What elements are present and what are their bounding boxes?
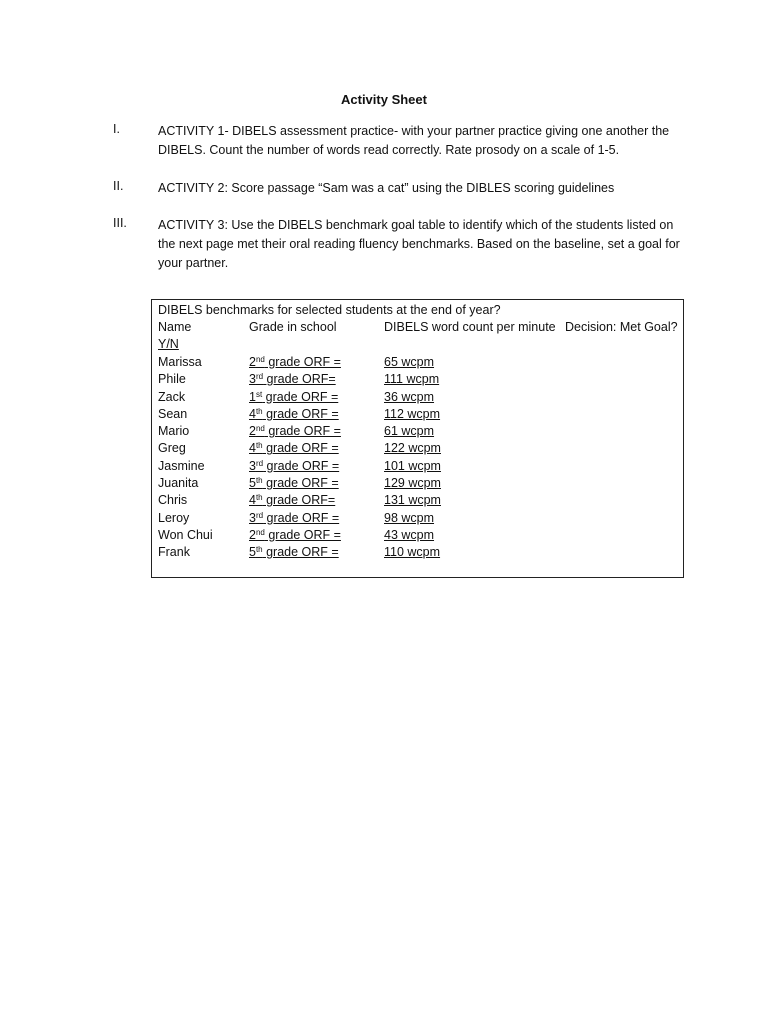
table-header-row — [158, 319, 680, 335]
grade-ordinal: rd — [255, 510, 264, 520]
activity-text: ACTIVITY 1- DIBELS assessment practice- with your partner practice giving one another the DIBELS. Count the number of words read correctly. Rate prosody on a scale of 1-5. — [158, 124, 670, 157]
wcpm-value: 112 wcpm — [384, 406, 441, 421]
activity-numeral: III. — [113, 216, 127, 230]
table-row — [158, 458, 678, 475]
wcpm-value: 122 wcpm — [384, 441, 441, 456]
grade-number: 2 — [249, 355, 256, 369]
wcpm-value: 98 wcpm — [384, 510, 435, 525]
grade-cell — [249, 492, 337, 509]
wcpm-value: 110 wcpm — [384, 545, 441, 560]
grade-cell — [249, 458, 340, 475]
activity-text: ACTIVITY 2: Score passage “Sam was a cat” using the DIBLES scoring guidelines — [158, 181, 615, 195]
header-decision: Decision: Met Goal? — [565, 320, 678, 334]
table-row — [158, 510, 678, 527]
grade-number: 2 — [249, 527, 256, 542]
student-name: Greg — [158, 441, 186, 456]
grade-cell — [249, 389, 337, 406]
grade-label: grade ORF= — [263, 372, 336, 387]
wcpm-value: 65 wcpm — [384, 355, 435, 369]
grade-label: grade ORF = — [262, 389, 339, 404]
grade-number: 5 — [249, 476, 256, 491]
grade-cell — [249, 423, 341, 440]
header-yn: Y/N — [158, 337, 179, 351]
grade-number: 4 — [249, 441, 256, 456]
grade-number: 3 — [249, 372, 256, 387]
grade-number: 3 — [249, 510, 256, 525]
grade-cell — [249, 371, 337, 388]
grade-label: grade ORF = — [263, 510, 340, 525]
grade-ordinal: th — [255, 406, 263, 416]
table-row — [158, 371, 678, 388]
wcpm-value: 131 wcpm — [384, 493, 441, 508]
grade-label: grade ORF = — [262, 476, 339, 491]
grade-label: grade ORF = — [263, 458, 340, 473]
table-row — [158, 406, 678, 423]
student-name: Zack — [158, 389, 186, 404]
grade-number: 1 — [249, 389, 256, 404]
student-name: Frank — [158, 545, 190, 560]
student-name: Juanita — [158, 476, 199, 491]
student-name: Leroy — [158, 510, 190, 525]
table-row — [158, 389, 678, 406]
activity-text: ACTIVITY 3: Use the DIBELS benchmark goal table to identify which of the students listed on the next page met their oral reading fluency benchmarks. Based on the baseline, set a goal for your partner. — [158, 218, 680, 270]
grade-cell — [249, 354, 341, 371]
grade-ordinal: nd — [255, 355, 265, 364]
grade-ordinal: nd — [255, 424, 265, 434]
student-name: Chris — [158, 493, 188, 508]
grade-label: grade ORF = — [262, 406, 339, 421]
grade-cell — [249, 510, 340, 527]
header-word-count: DIBELS word count per minute — [384, 320, 556, 334]
student-name: Sean — [158, 406, 188, 421]
page-title: Activity Sheet — [341, 92, 427, 107]
grade-ordinal: th — [255, 476, 263, 486]
student-name: Marissa — [158, 355, 202, 369]
grade-number: 4 — [249, 406, 256, 421]
wcpm-value: 61 wcpm — [384, 424, 435, 439]
wcpm-value: 43 wcpm — [384, 527, 435, 542]
table-row — [158, 492, 678, 509]
grade-label: grade ORF = — [262, 441, 339, 456]
student-name: Phile — [158, 372, 186, 387]
grade-ordinal: th — [255, 545, 263, 555]
table-row — [158, 423, 678, 440]
activity-numeral: II. — [113, 179, 124, 193]
student-name: Won Chui — [158, 527, 213, 542]
grade-label: grade ORF = — [264, 424, 341, 439]
grade-label: grade ORF = — [264, 355, 341, 369]
activity-numeral: I. — [113, 122, 120, 136]
grade-ordinal: st — [255, 389, 263, 399]
grade-label: grade ORF = — [262, 545, 339, 560]
grade-cell — [249, 475, 337, 492]
grade-cell — [249, 440, 337, 457]
grade-ordinal: rd — [255, 372, 264, 382]
table-row — [158, 475, 678, 492]
grade-ordinal: th — [255, 441, 263, 451]
grade-label: grade ORF= — [262, 493, 336, 508]
grade-number: 5 — [249, 545, 256, 560]
table-row — [158, 354, 678, 371]
table-caption: DIBELS benchmarks for selected students at the end of year? — [158, 303, 501, 317]
benchmark-table-box — [151, 299, 684, 578]
table-row — [158, 527, 678, 544]
wcpm-value: 129 wcpm — [384, 476, 441, 491]
grade-cell — [249, 406, 337, 423]
grade-ordinal: rd — [255, 458, 264, 468]
grade-number: 2 — [249, 424, 256, 439]
wcpm-value: 101 wcpm — [384, 458, 441, 473]
student-name: Jasmine — [158, 458, 205, 473]
grade-label: grade ORF = — [264, 527, 341, 542]
grade-number: 4 — [249, 493, 256, 508]
table-row — [158, 440, 678, 457]
header-name: Name — [158, 320, 192, 334]
header-grade: Grade in school — [249, 320, 337, 334]
student-name: Mario — [158, 424, 190, 439]
table-row — [158, 544, 678, 561]
grade-ordinal: nd — [255, 527, 265, 537]
grade-cell — [249, 544, 337, 561]
wcpm-value: 36 wcpm — [384, 389, 435, 404]
grade-cell — [249, 527, 341, 544]
wcpm-value: 111 wcpm — [384, 372, 440, 387]
table-rows — [158, 354, 678, 562]
grade-ordinal: th — [255, 493, 263, 503]
grade-number: 3 — [249, 458, 256, 473]
